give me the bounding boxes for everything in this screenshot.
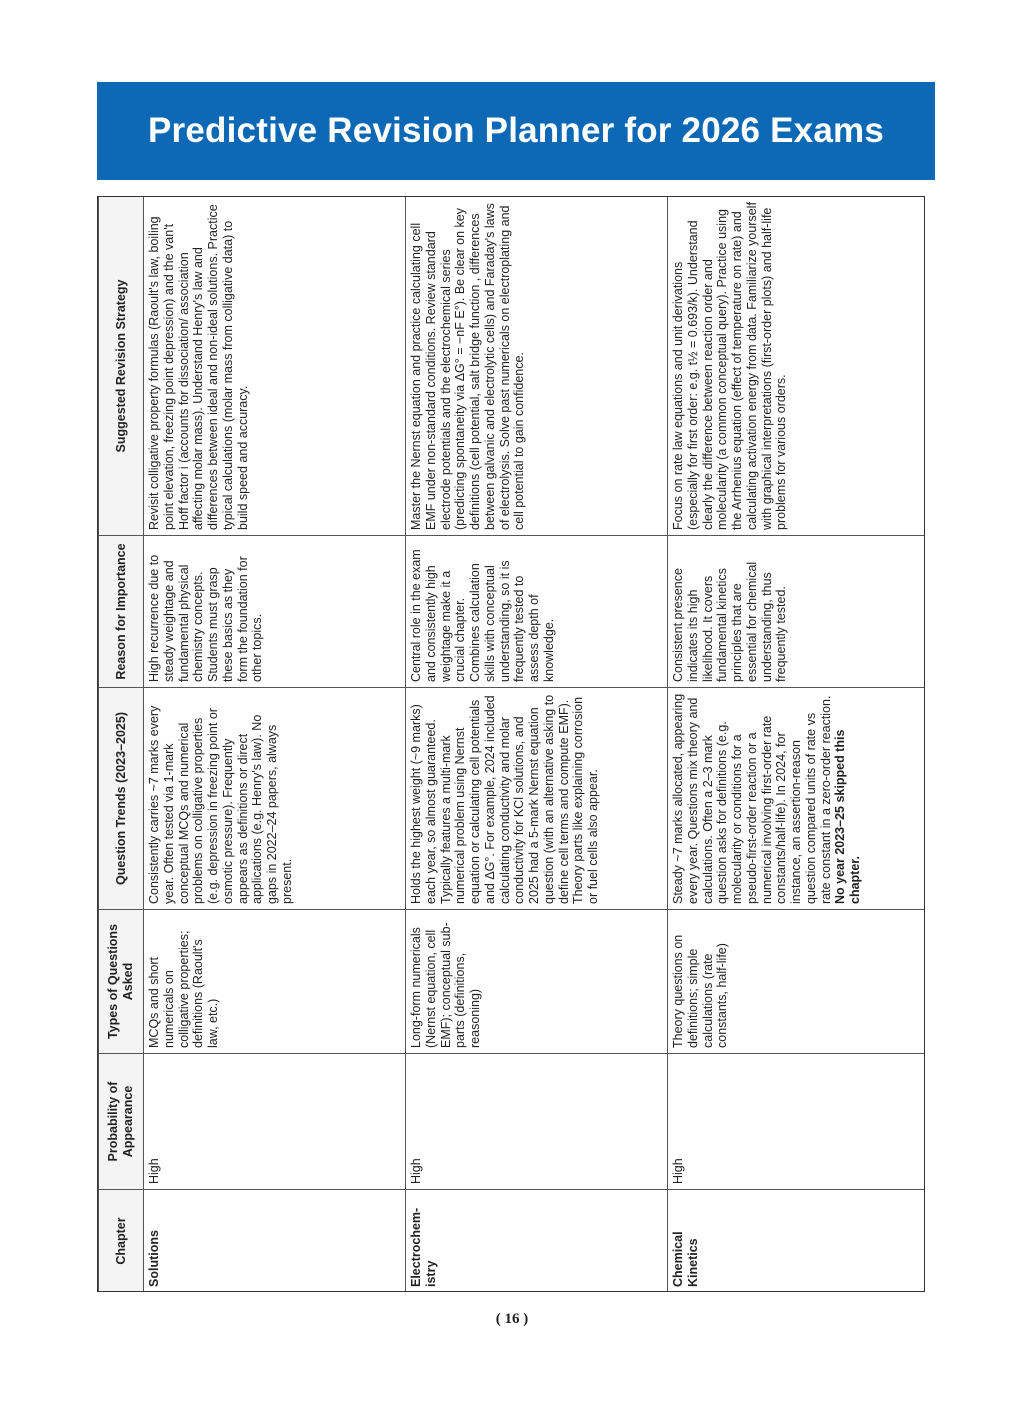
trends-bold-text: No year 2023–25 skipped this chapter. <box>833 729 862 904</box>
cell-strategy: Revisit colligative property formulas (Raoult's law, boiling point elevation, freezing point depression) and the van't Hoff factor i (accounts for dissociation/ association affecting molar mass). Understand Henry's law and differences between ideal and non-ideal solutions. Practice typical calculations (molar mass from colligative data) to build speed and accuracy. <box>144 197 406 536</box>
table-row <box>406 197 668 1293</box>
page-number: ( 16 ) <box>495 1311 529 1327</box>
revision-planner-table <box>98 196 925 1292</box>
cell-types: Long-form numericals (Nernst equation, cell EMF); conceptual sub-parts (definitions, reasoning) <box>406 910 668 1054</box>
cell-trends <box>668 688 926 910</box>
trends-text: Steady ~7 marks allocated, appearing every year. Questions mix theory and calculations. Often a 2–3 mark question asks for definitions (e.g. molecularity or conditions for a pseudo-first-order reaction or a numerical involving first-order rate constants/half-life). In 2024, for instance, an assertion-reason question compared units of rate vs rate constant in a zero-order reaction. <box>671 693 833 904</box>
title-banner <box>97 82 935 180</box>
cell-probability: High <box>668 1054 926 1190</box>
cell-strategy: Focus on rate law equations and unit derivations (especially for first order: e.g. t½ = 0.693/k). Understand clearly the difference between reaction order and molecularity (a common conceptual query). Practice using the Arrhenius equation (effect of temperature on rate) and calculating activation energy from data. Familiarize yourself with graphical interpretations (first-order plots) and half-life problems for various orders. <box>668 197 926 536</box>
header-reason: Reason for Importance <box>99 536 144 688</box>
header-chapter: Chapter <box>99 1190 144 1293</box>
rotated-table-wrapper <box>98 197 925 1292</box>
table-header-row <box>99 197 144 1293</box>
cell-chapter: Solutions <box>144 1190 406 1293</box>
revision-table-frame <box>97 196 925 1292</box>
cell-trends <box>406 688 668 910</box>
trends-text: Consistently carries ~7 marks every year. Often tested via 1-mark conceptual MCQs and numerical problems on colligative properties (e.g. depression in freezing point or osmotic pressure). Frequently appears as definitions or direct applications (e.g. Henry's law). No gaps in 2022–24 papers, always present. <box>147 705 294 904</box>
cell-chapter: Electrochem-istry <box>406 1190 668 1293</box>
header-probability: Probability of Appearance <box>99 1054 144 1190</box>
cell-strategy: Master the Nernst equation and practice calculating cell EMF under non-standard conditions. Review standard electrode potentials and the electrochemical series (predicting spontaneity via ΔG° = −nF E°). Be clear on key definitions (cell potential, salt bridge function , differences between galvanic and electrolytic cells) and Faraday's laws of electrolysis. Solve past numericals on electroplating and cell potential to gain confidence. <box>406 197 668 536</box>
cell-probability: High <box>144 1054 406 1190</box>
header-strategy: Suggested Revision Strategy <box>99 197 144 536</box>
cell-reason: High recurrence due to steady weightage and fundamental physical chemistry concepts. Students must grasp these basics as they form the foundation for other topics. <box>144 536 406 688</box>
header-trends: Question Trends (2023–2025) <box>99 688 144 910</box>
cell-chapter: Chemical Kinetics <box>668 1190 926 1293</box>
header-types: Types of Questions Asked <box>99 910 144 1054</box>
cell-trends <box>144 688 406 910</box>
cell-types: Theory questions on definitions; simple calculations (rate constants, half-life) <box>668 910 926 1054</box>
table-row <box>668 197 926 1293</box>
page-title: Predictive Revision Planner for 2026 Exams <box>148 111 884 150</box>
trends-text: Holds the highest weight (~9 marks) each year, so almost guaranteed. Typically features a multi-mark numerical problem using Nernst equation or calculating cell potentials and ΔG°. For example, 2024 included calculating conductivity and molar conductivity for KCl solutions, and 2025 had a 5-mark Nernst equation question (with an alternative asking to define cell terms and compute EMF). Theory parts like explaining corrosion or fuel cells also appear. <box>409 694 600 904</box>
cell-types: MCQs and short numericals on colligative properties; definitions (Raoult's law, etc.) <box>144 910 406 1054</box>
cell-reason: Consistent presence indicates its high likelihood. It covers fundamental kinetics principles that are essential for chemical understanding, thus frequently tested. <box>668 536 926 688</box>
cell-reason: Central role in the exam and consistently high weightage make it a crucial chapter. Combines calculation skills with conceptual understanding, so it is frequently tested to assess depth of knowledge. <box>406 536 668 688</box>
table-row <box>144 197 406 1293</box>
cell-probability: High <box>406 1054 668 1190</box>
